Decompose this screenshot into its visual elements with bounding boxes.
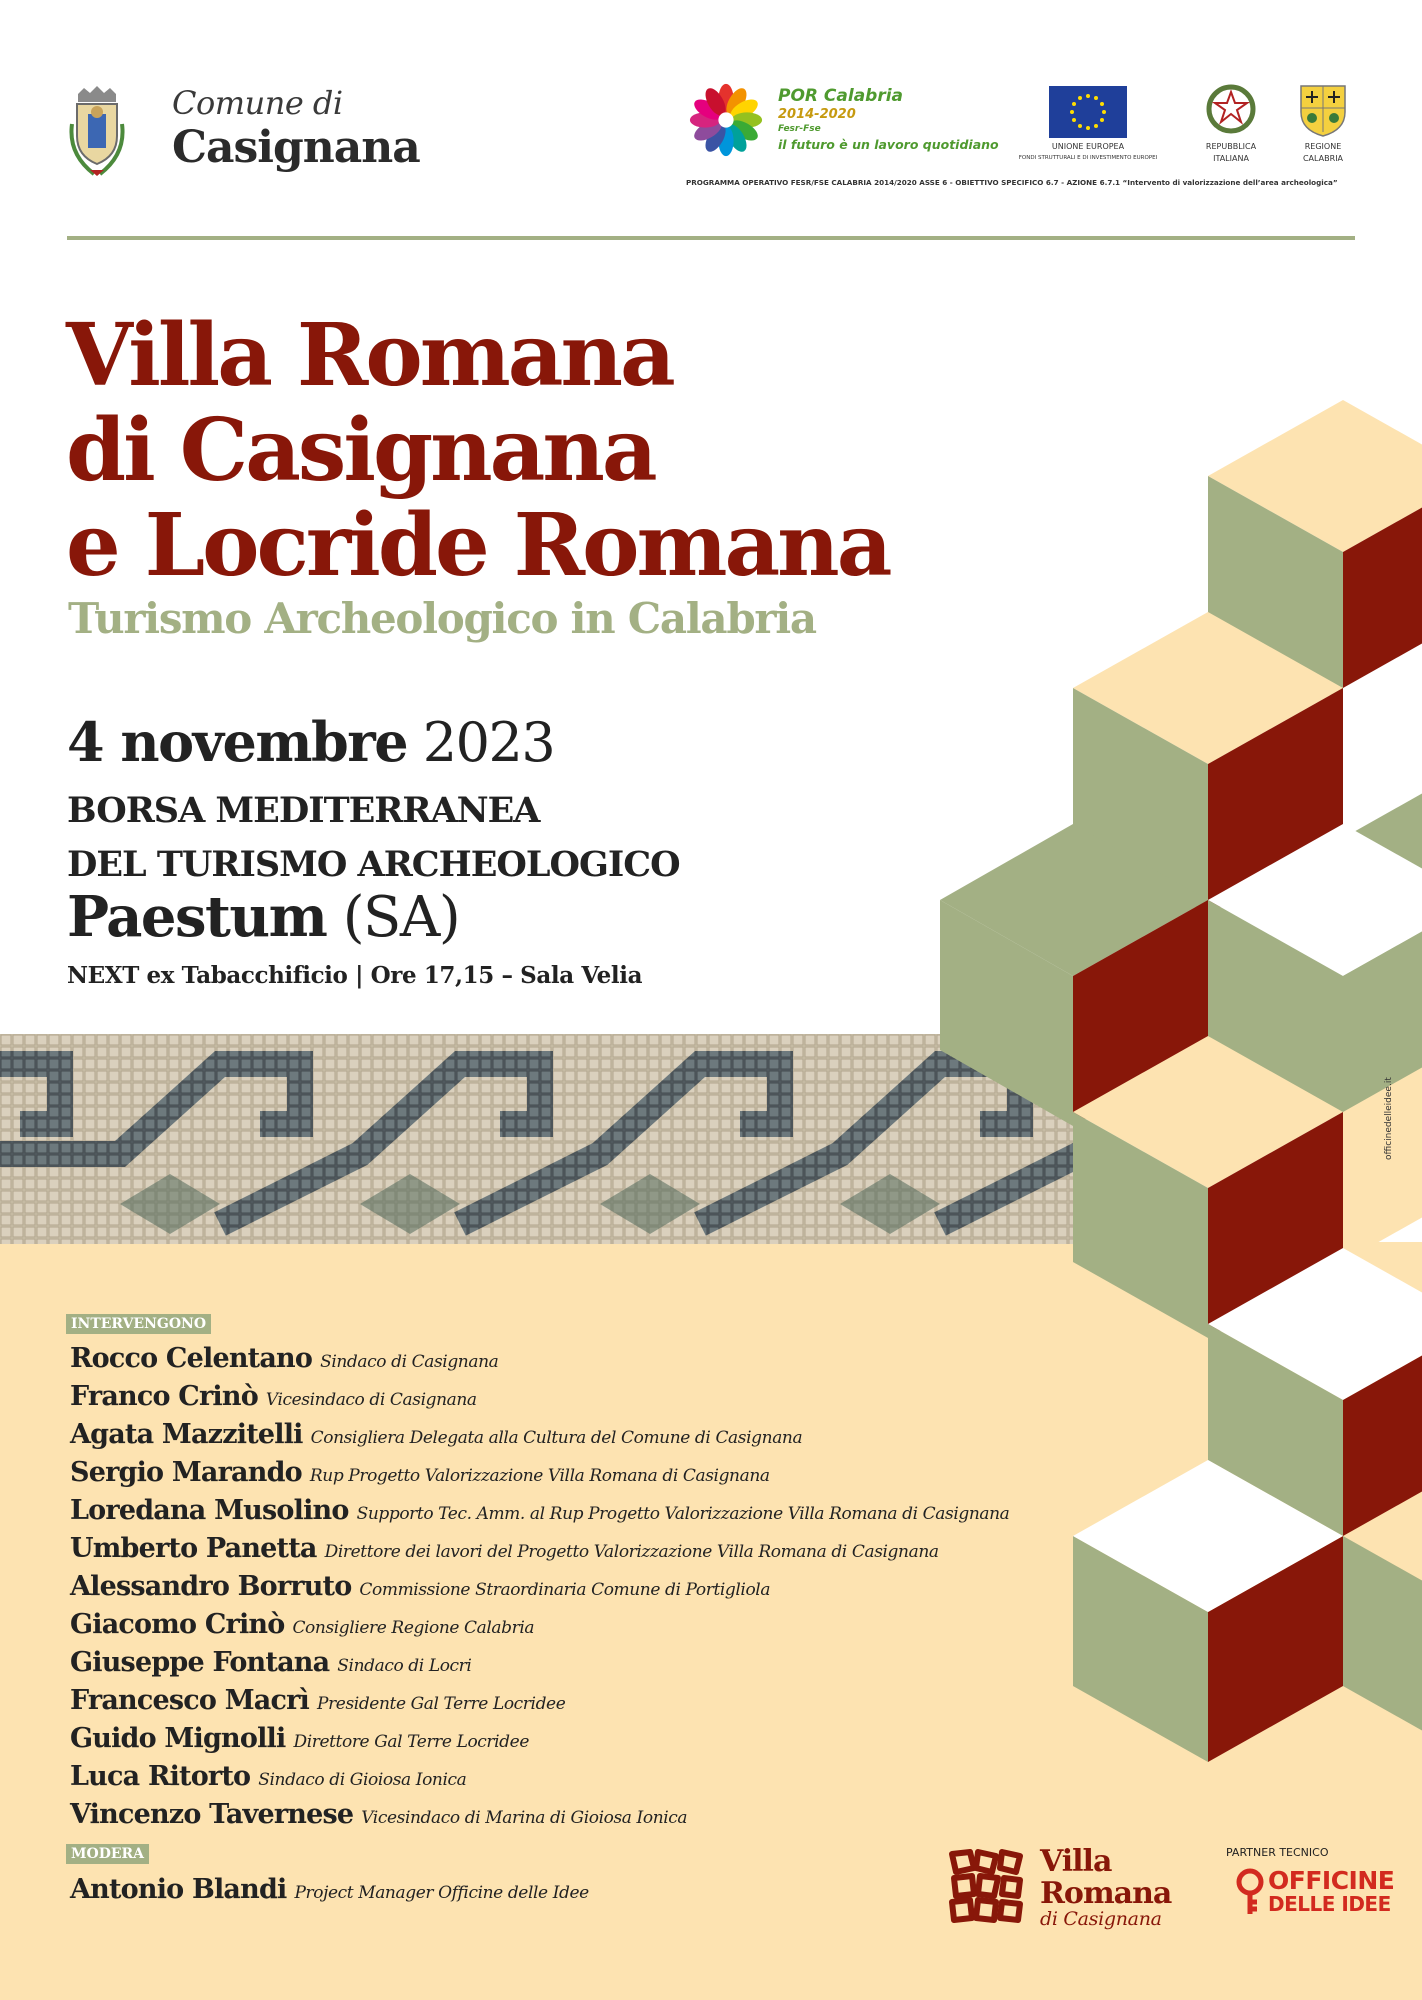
- event-day-month: 4 novembre: [67, 710, 408, 774]
- event-province: (SA): [342, 885, 460, 950]
- speaker-role: Direttore Gal Terre Locridee: [293, 1732, 529, 1752]
- speakers-label: INTERVENGONO: [66, 1314, 211, 1334]
- speaker-name: Francesco Macrì: [70, 1685, 310, 1716]
- speaker-row: [70, 1644, 1009, 1682]
- villa-logo-line-3: di Casignana: [1040, 1908, 1162, 1930]
- isometric-cubes-pattern: [940, 400, 1422, 1840]
- moderator-name: Antonio Blandi: [70, 1874, 287, 1905]
- event-name-line-2: DEL TURISMO ARCHEOLOGICO: [67, 844, 680, 885]
- eu-sublabel: FONDI STRUTTURALI E DI INVESTIMENTO EUROPEI: [1018, 155, 1158, 161]
- speaker-role: Presidente Gal Terre Locridee: [317, 1694, 566, 1714]
- speaker-name: Umberto Panetta: [70, 1533, 317, 1564]
- speaker-name: Giacomo Crinò: [70, 1609, 285, 1640]
- speaker-role: Sindaco di Gioiosa Ionica: [258, 1770, 467, 1790]
- speaker-name: Luca Ritorto: [70, 1761, 251, 1792]
- subtitle: Turismo Archeologico in Calabria: [68, 594, 816, 643]
- eu-label: UNIONE EUROPEA: [1051, 142, 1125, 151]
- title-line-1: Villa Romana: [66, 305, 673, 406]
- speaker-name: Rocco Celentano: [70, 1343, 313, 1374]
- event-year: 2023: [422, 711, 555, 774]
- moderator-row: [70, 1871, 589, 1909]
- speaker-name: Sergio Marando: [70, 1457, 302, 1488]
- region-label-2: CALABRIA: [1302, 154, 1344, 163]
- mosaic-image: [0, 1034, 1075, 1244]
- event-location: [67, 884, 459, 950]
- speaker-role: Consigliera Delegata alla Cultura del Comune di Casignana: [310, 1428, 803, 1448]
- calabria-region-emblem-icon: [1297, 82, 1349, 138]
- speaker-name: Agata Mazzitelli: [70, 1419, 303, 1450]
- comune-label: Comune di: [172, 84, 343, 122]
- main-title: [66, 305, 890, 596]
- speaker-row: [70, 1530, 1009, 1568]
- officine-logo-line-1: OFFICINE: [1268, 1866, 1395, 1895]
- region-label-1: REGIONE: [1304, 142, 1342, 151]
- speaker-row: [70, 1758, 1009, 1796]
- speaker-row: [70, 1796, 1009, 1834]
- casignana-crest-icon: [68, 84, 126, 180]
- comune-name: Casignana: [172, 122, 420, 173]
- speaker-role: Direttore dei lavori del Progetto Valorizzazione Villa Romana di Casignana: [324, 1542, 939, 1562]
- speaker-row: [70, 1416, 1009, 1454]
- speaker-name: Loredana Musolino: [70, 1495, 349, 1526]
- moderator: [70, 1871, 589, 1909]
- speaker-row: [70, 1568, 1009, 1606]
- speaker-row: [70, 1492, 1009, 1530]
- speaker-row: [70, 1454, 1009, 1492]
- speaker-role: Commissione Straordinaria Comune di Portigliola: [359, 1580, 771, 1600]
- por-title: POR Calabria: [778, 86, 904, 106]
- event-venue: NEXT ex Tabacchificio | Ore 17,15 – Sala Velia: [67, 962, 643, 989]
- villa-logo-line-2: Romana: [1040, 1876, 1172, 1911]
- partner-label: PARTNER TECNICO: [1226, 1846, 1329, 1859]
- event-name: [67, 784, 680, 892]
- speaker-row: [70, 1720, 1009, 1758]
- villa-logo-line-1: Villa: [1040, 1844, 1112, 1879]
- program-line: PROGRAMMA OPERATIVO FESR/FSE CALABRIA 2014/2020 ASSE 6 - OBIETTIVO SPECIFICO 6.7 - AZIONE 6.7.1 “Intervento di valorizzazione dell’area archeologica”: [686, 178, 1338, 187]
- speaker-name: Guido Mignolli: [70, 1723, 286, 1754]
- title-line-3: e Locride Romana: [66, 495, 890, 596]
- eu-flag-icon: [1049, 86, 1127, 138]
- por-years: 2014-2020: [778, 107, 856, 122]
- speaker-role: Sindaco di Locri: [337, 1656, 472, 1676]
- event-date: [67, 710, 554, 774]
- speaker-row: [70, 1340, 1009, 1378]
- header-divider: [67, 236, 1355, 240]
- speaker-role: Sindaco di Casignana: [320, 1352, 499, 1372]
- speaker-name: Vincenzo Tavernese: [70, 1799, 354, 1830]
- speaker-role: Vicesindaco di Casignana: [265, 1390, 477, 1410]
- republic-label-2: ITALIANA: [1213, 154, 1249, 163]
- event-city: Paestum: [67, 884, 327, 950]
- title-line-2: di Casignana: [66, 400, 655, 501]
- speaker-row: [70, 1378, 1009, 1416]
- event-name-line-1: BORSA MEDITERRANEA: [67, 790, 540, 831]
- republic-label-1: REPUBBLICA: [1205, 142, 1257, 151]
- speaker-name: Giuseppe Fontana: [70, 1647, 330, 1678]
- moderator-label: MODERA: [66, 1844, 149, 1864]
- por-fund: Fesr-Fse: [778, 124, 821, 134]
- speaker-name: Franco Crinò: [70, 1381, 258, 1412]
- speakers-list: [70, 1340, 1009, 1834]
- por-calabria-flower-icon: [688, 82, 764, 158]
- speaker-row: [70, 1606, 1009, 1644]
- speaker-role: Rup Progetto Valorizzazione Villa Romana di Casignana: [309, 1466, 770, 1486]
- officine-logo-line-2: DELLE IDEE: [1268, 1892, 1391, 1916]
- italian-republic-emblem-icon: [1206, 82, 1256, 136]
- credit-line: officinedelleidee.it: [1384, 1077, 1394, 1160]
- villa-romana-mosaic-icon: [948, 1848, 1024, 1924]
- moderator-role: Project Manager Officine delle Idee: [294, 1883, 589, 1903]
- speaker-row: [70, 1682, 1009, 1720]
- por-slogan: il futuro è un lavoro quotidiano: [778, 137, 999, 152]
- speaker-name: Alessandro Borruto: [70, 1571, 352, 1602]
- speaker-role: Supporto Tec. Amm. al Rup Progetto Valorizzazione Villa Romana di Casignana: [356, 1504, 1010, 1524]
- speaker-role: Vicesindaco di Marina di Gioiosa Ionica: [361, 1808, 688, 1828]
- speaker-role: Consigliere Regione Calabria: [292, 1618, 535, 1638]
